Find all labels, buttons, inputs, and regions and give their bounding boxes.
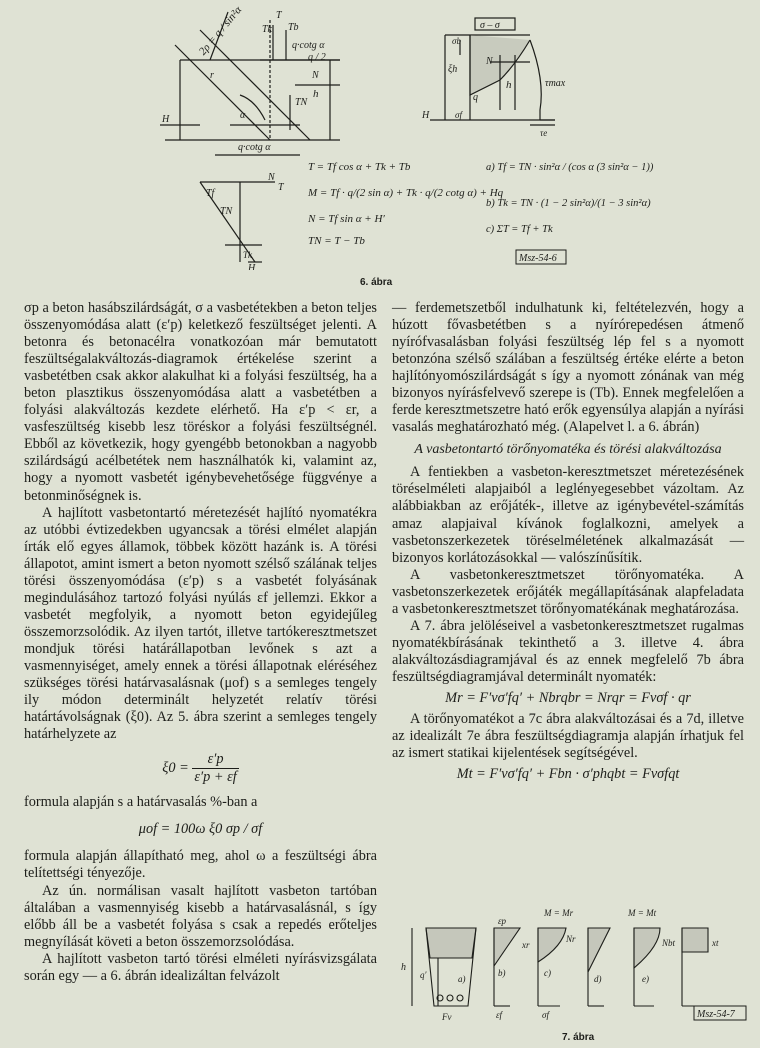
fig6-eq-1: T = Tf cos α + Tk + Tb	[308, 161, 411, 173]
figure-7-caption: 7. ábra	[562, 1032, 595, 1043]
left-paragraph-1: σp a beton hasábszilárdságát, σ a vasbetétekben a beton teljes összenyomódása alatt (ε′p) keletkező feszültséget jelenti. A betonra és betonacélra vonatkozóan már bemutatott feszültségalakváltozás-diagramok értékelése szerint a vasbetétben csak akkor alakulhat ki a folyási feszültség, ha a beton plasztikus összenyomódása alatt a vasbetétben a folyási alakváltozás kezdete elérhető. Ha ε′p < εr, a vasfeszültség kisebb lesz töréskor a folyási feszültségnél. Ebből az következik, hogy gyengébb betonokban a nagyobb szilárdságú acélbetétek nem használhatók ki, valamint az, hogy a nyomott vasbetét igénybevehetősége függvénye a betonminőségnek is.	[24, 300, 377, 504]
right-paragraph-4: A 7. ábra jelöléseivel a vasbetonkeresztmetszet rugalmas nyomatékbírásának tekinthető a 3. illetve 4. ábra alakváltozásdiagramjával és az ennek megfelelő 7b ábra feszültségdiagramjával determinált nyomaték:	[392, 617, 744, 685]
right-paragraph-5: A törőnyomatékot a 7c ábra alakváltozásai és a 7d, illetve az idealizált 7e ábra feszültségdiagramja alapján írhatjuk fel az ismert statikai kijelentések segítségével.	[392, 711, 744, 762]
fig6-section: σ – σ	[480, 20, 500, 31]
fig7-q-prime: q′	[420, 970, 427, 980]
fig6-T-lower: T	[278, 182, 284, 193]
eq-xi0-denominator: ε′p + εf	[194, 769, 237, 786]
right-paragraph-3: A vasbetonkeresztmetszet törőnyomatéka. A vasbetonszerkezetek erőjáték megállapításának alapfeladata a vasbetonkeresztmetszet törőnyomatékának meghatározása.	[392, 566, 744, 617]
left-paragraph-3: formula alapján s a határvasalás %-ban a	[24, 794, 258, 811]
fig6-h: h	[313, 88, 319, 100]
fig6-sigma-f: σf	[455, 110, 462, 120]
equation-xi0	[24, 751, 377, 786]
left-paragraph-6: A hajlított vasbeton tartó törési elméleti nyírásvizsgálata során egy — a 6. ábrán idealizáltan felvázolt	[24, 950, 377, 984]
equation-Mt: Mt = F′vσ′fq′ + Fbn · σ′phqbt = Fvσfqt	[456, 766, 680, 783]
fig6-N-lower: N	[268, 172, 275, 183]
fig7-M-Mr: M = Mr	[544, 908, 574, 918]
fig6-h-right: h	[506, 79, 512, 91]
fig6-q-cotg: q·cotg α	[292, 40, 325, 51]
eq-xi0-lhs: ξ0 =	[162, 760, 189, 777]
right-column	[392, 300, 744, 787]
right-paragraph-2: A fentiekben a vasbeton-keresztmetszet méretezésének töréselméleti alapjaiból a leglényegesebbet vázoltam. Az alábbiakban az erőjáték-, illetve az igénybevétel-számítás amaz alapjaival kívánok foglalkozni, amelyek a vasbetonszerkezetek töréselméletének alkalmazását — bizonyos korlátozásokkal — valószínűsítik.	[392, 464, 744, 566]
fig6-Tb: Tb	[288, 22, 299, 33]
fig7-label-e: e)	[642, 974, 649, 984]
fig6-eq-b: b) Tk = TN · (1 − 2 sin²α)/(1 − 3 sin²α)	[486, 198, 651, 209]
fig7-F-v: Fv	[442, 1012, 452, 1022]
fig6-N: N	[312, 70, 319, 81]
fig6-tau-e: τe	[540, 128, 548, 138]
fig6-H-lower: H	[248, 263, 256, 270]
fig7-label-a: a)	[458, 974, 466, 984]
left-paragraph-4: formula alapján állapítható meg, ahol ω a feszültségi ábra telítettségi tényezője.	[24, 848, 377, 882]
fig6-sigma-b: σb	[452, 36, 461, 46]
fig6-T: T	[276, 10, 282, 21]
fig6-eq-2: M = Tf · q/(2 sin α) + Tk · q/(2 cotg α) + Hq	[308, 187, 504, 199]
fig6-eq-a: a) Tf = TN · sin²α / (cos α (3 sin²α − 1))	[486, 162, 654, 173]
figure-6-caption: 6. ábra	[360, 277, 393, 288]
fig7-x-r: xr	[522, 940, 530, 950]
eq-xi0-numerator: ε′p	[192, 751, 238, 769]
fig7-epsilon-f: εf	[496, 1010, 503, 1020]
fig7-h: h	[401, 962, 406, 973]
fig6-r: r	[210, 70, 214, 81]
fig7-N-bt: Nbt	[662, 938, 676, 948]
fig7-stamp: Msz-54-7	[697, 1009, 735, 1020]
fig6-two-rho: 2ρ = q / sin²α	[196, 4, 245, 58]
figure-7-cross-section	[412, 928, 476, 1006]
fig6-H-prime: H	[162, 114, 170, 125]
fig6-Tf: Tf	[206, 188, 215, 199]
fig7-label-b: b)	[498, 968, 506, 978]
fig6-q-right: q	[473, 92, 478, 103]
fig6-Tk: Tk	[262, 24, 272, 35]
figure-6	[0, 0, 760, 270]
right-paragraph-1: — ferdemetszetből indulhatunk ki, feltételezvén, hogy a húzott fővasbetétben s a nyírórepedésen átmenő nyírófvasalásban folyási feszültség lép fel s a nyomott betonzóna szélső szálában a feszültség értéke elérte a beton hajlítónyomószilárdságát s így a nyomott zónának van még bizonyos nyírásfelvevő szerepe is (Tb). Ennek megfelelően a ferde keresztmetszetre ható erők egyensúlya alapján a nyírási vasalás meghatározható még. (Alapelvet l. a 6. ábrán)	[392, 300, 744, 436]
fig6-q-cotg-bottom: q·cotg α	[238, 142, 271, 153]
left-column	[24, 300, 377, 985]
fig6-xi-h: ξh	[448, 64, 458, 75]
equation-Mr: Mr = F′vσ′fq′ + Nbrqbr = Nrqr = Fvσf · qr	[445, 689, 691, 706]
fig6-Tn: TN	[295, 97, 308, 108]
fig6-stamp: Msz-54-6	[519, 253, 557, 264]
figure-6-equations-left	[307, 161, 504, 247]
fig7-N-r: Nr	[566, 934, 576, 944]
fig6-eq-c: c) ΣT = Tf + Tk	[486, 224, 553, 235]
fig6-N-right: N	[486, 56, 493, 67]
fig7-sigma-f: σf	[542, 1010, 549, 1020]
figure-6-equations-right	[486, 162, 654, 235]
eq-xi0-fraction	[192, 751, 238, 786]
fig6-tau-max: τmax	[545, 78, 566, 89]
fig7-x-t: xt	[712, 938, 719, 948]
fig7-label-c: c)	[544, 968, 551, 978]
figure-7	[398, 906, 750, 1026]
figure-6-free-body	[160, 12, 340, 155]
fig6-Tn-lower: TN	[220, 206, 233, 217]
section-heading: A vasbetontartó törőnyomatéka és törési alakváltozása	[414, 442, 722, 458]
fig6-alpha: α	[240, 110, 246, 121]
fig6-Tk-lower: Tk	[243, 250, 252, 260]
equation-mu: μof = 100ω ξ0 σp / σf	[138, 821, 263, 838]
fig6-H-right: H	[422, 110, 430, 121]
fig7-M-Mt: M = Mt	[628, 908, 657, 918]
fig7-label-d: d)	[594, 974, 602, 984]
fig7-epsilon-p: εp	[498, 916, 507, 926]
fig6-eq-3: N = Tf sin α + H′	[308, 213, 385, 225]
fig6-eq-4: TN = T − Tb	[308, 235, 365, 247]
left-paragraph-5: Az ún. normálisan vasalt hajlított vasbeton tartóban általában a vasmennyiség kisebb a határvasalásnál, s így előbb áll be a vasbetét folyása s csak a repedés erőteljes megnyílását követi a beton összemorzsolódása.	[24, 882, 377, 950]
fig6-half-q: q / 2	[308, 52, 326, 63]
left-paragraph-2: A hajlított vasbetontartó méretezését hajlító nyomatékra az utóbbi évtizedekben ugyancsak a törési elmélet alapján írták elő egyes államok, többek között hazánk is. A törési állapotot, amint ismert a beton nyomott szélső szálának teljes törési összenyomódása (ε′p) s a vasbetét folyásának megindulásához tartozó folyási nyúlás εf jellemzi. Ekkor a vasbetét megfolyik, a nyomott beton egyidejűleg összemorzsolódik. Az ilyen tartót, illetve tartókeresztmetszet mondjuk törési határállapotban levőnek s azt a vasmennyiséget, amely ennek a törési állapotnak eléréséhez szükséges törési határvasalásnak (μof) s a semleges tengely ily módon determinált helyzetét relatív törési határtávolságnak (ξ0). Az 5. ábra szerint a semleges tengely határhelyzete az	[24, 504, 377, 743]
